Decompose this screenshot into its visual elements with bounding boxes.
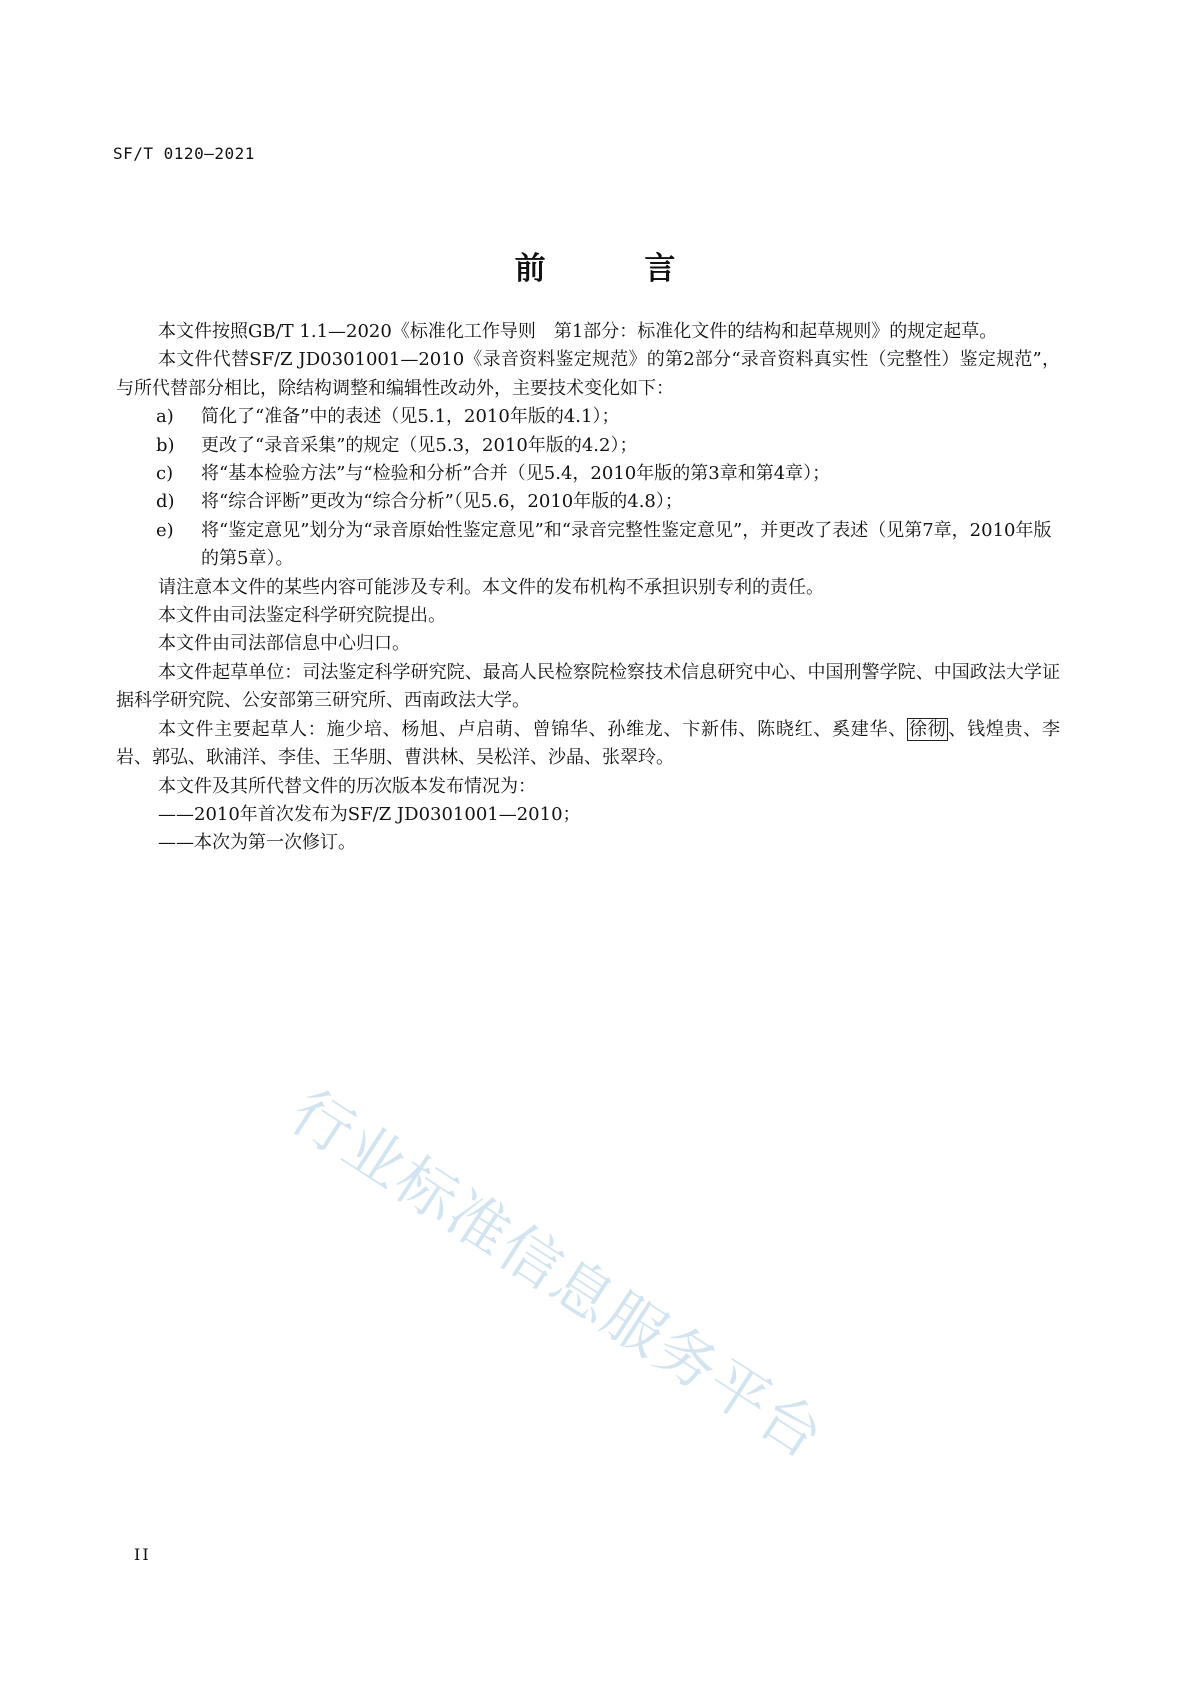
main-drafters	[116, 716, 1060, 773]
version-history-intro: 本文件及其所代替文件的历次版本发布情况为：	[158, 775, 536, 797]
version-history-item: ——本次为第一次修订。	[158, 832, 356, 854]
change-text: 将“综合评断”更改为“综合分析”（见5.6，2010年版的4.8）；	[201, 491, 683, 513]
change-item	[116, 488, 1060, 516]
page-number: II	[134, 1545, 151, 1564]
list-marker: e)	[156, 519, 174, 541]
centralized-by: 本文件由司法部信息中心归口。	[158, 633, 410, 655]
change-text: 更改了“录音采集”的规定（见5.3，2010年版的4.2）；	[201, 434, 638, 456]
watermark: 行业标准信息服务平台	[278, 1076, 837, 1474]
list-marker: a)	[156, 406, 174, 428]
change-text: 将“基本检验方法”与“检验和分析”合并（见5.4，2010年版的第3章和第4章）；	[201, 463, 831, 485]
drafters-text-after: 、钱煌贵、李岩、郭弘、耿浦洋、李佳、王华朋、曹洪林、吴松洋、沙晶、张翠玲。	[116, 718, 1061, 769]
boxed-drafter-name: 徐彻	[908, 718, 947, 740]
version-history-item: ——2010年首次发布为SF/Z JD0301001—2010；	[158, 803, 581, 825]
list-marker: b)	[156, 434, 175, 456]
paragraph-replacement: 本文件代替SF/Z JD0301001—2010《录音资料鉴定规范》的第2部分“录音资料真实性（完整性）鉴定规范”，与所代替部分相比，除结构调整和编辑性改动外，主要技术变化如下：	[116, 349, 1060, 399]
paragraph-drafting-basis: 本文件按照GB/T 1.1—2020《标准化工作导则 第1部分：标准化文件的结构和起草规则》的规定起草。	[158, 321, 998, 342]
change-item	[116, 432, 1060, 460]
drafters-text-before: 本文件主要起草人：施少培、杨旭、卢启萌、曾锦华、孙维龙、卞新伟、陈晓红、奚建华、	[158, 718, 907, 740]
page-title: 前 言	[514, 251, 720, 287]
change-item	[116, 517, 1060, 574]
proposed-by: 本文件由司法鉴定科学研究院提出。	[158, 605, 446, 627]
foreword-body	[116, 318, 1060, 858]
drafting-units: 本文件起草单位：司法鉴定科学研究院、最高人民检察院检察技术信息研究中心、中国刑警学院、中国政法大学证据科学研究院、公安部第三研究所、西南政法大学。	[116, 661, 1060, 712]
document-code: SF/T 0120—2021	[113, 144, 255, 163]
change-item	[116, 403, 1060, 431]
change-text: 简化了“准备”中的表述（见5.1，2010年版的4.1）；	[201, 406, 620, 428]
change-item	[116, 460, 1060, 488]
patent-notice: 请注意本文件的某些内容可能涉及专利。本文件的发布机构不承担识别专利的责任。	[158, 576, 824, 598]
list-marker: d)	[156, 491, 175, 513]
list-marker: c)	[156, 463, 174, 485]
change-text: 将“鉴定意见”划分为“录音原始性鉴定意见”和“录音完整性鉴定意见”，并更改了表述（见第7章，2010年版的第5章）。	[201, 519, 1052, 570]
